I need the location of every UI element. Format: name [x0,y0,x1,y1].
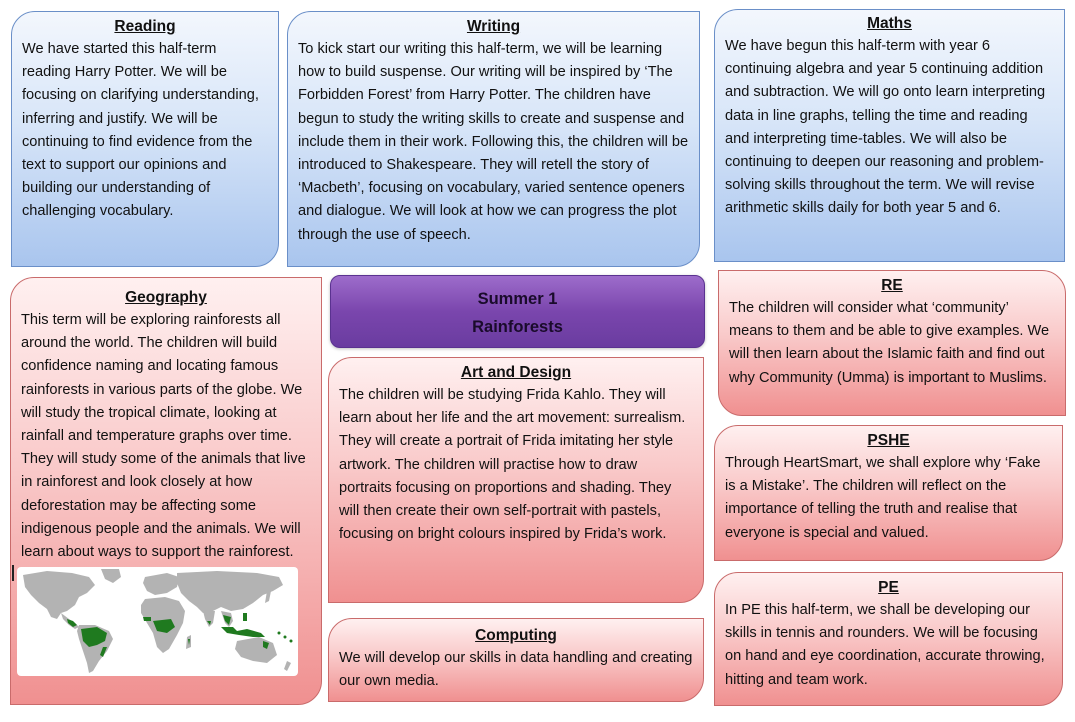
maths-title: Maths [867,15,912,32]
pshe-panel [714,425,1063,561]
art-title: Art and Design [460,364,572,381]
geography-text: This term will be exploring rainforests all around the world. The children will build confidence naming and locating famous rainforests in various parts of the globe. We will study the tropical climate, looking at rainfall and temperature graphs over time. They will study some of the animals that live in rainforest and look closely at how deforestation may be affecting some indigenous people and the animals. We will learn about ways to support the rainforest. [21,312,306,561]
pe-title: PE [878,579,899,596]
term-name: Summer 1 [477,290,558,308]
re-panel [718,270,1066,416]
computing-text: We will develop our skills in data handling and creating our own media. [339,650,693,690]
art-text: The children will be studying Frida Kahlo. They will learn about her life and the art movement: surrealism. They will create a portrait of Frida imitating her style artwork. The children will practise how to draw portraits focusing on proportions and shading. They will then create their own self-portrait with pastels, focusing on bright colours inspired by Frida’s work. [339,387,686,543]
rainforest-world-map [17,567,298,676]
text-cursor [12,565,14,581]
topic-name: Rainforests [472,318,563,336]
writing-panel [287,11,700,267]
art-panel [328,357,704,603]
computing-title: Computing [475,627,557,644]
pe-text: In PE this half-term, we shall be developing our skills in tennis and rounders. We will be focusing on hand and eye coordination, accurate throwing, hitting and team work. [725,602,1045,688]
term-banner [330,275,705,348]
world-map-graphic [17,567,298,676]
pshe-text: Through HeartSmart, we shall explore why ‘Fake is a Mistake’. The children will reflect on the importance of telling the truth and realise that everyone is special and valued. [725,455,1041,541]
computing-panel [328,618,704,702]
re-text: The children will consider what ‘community’ means to them and be able to give examples. We will then learn about the Islamic faith and find out why Community (Umma) is important to Muslims. [729,300,1050,386]
maths-text: We have begun this half-term with year 6 continuing algebra and year 5 continuing addition and subtraction. We will go onto learn interpreting data in line graphs, telling the time and reading and interpreting time-tables. We will also be continuing to deepen our reasoning and problem-solving skills throughout the term. We will revise arithmetic skills daily for both year 5 and 6. [725,38,1046,217]
re-title: RE [881,277,903,294]
reading-text: We have started this half-term reading Harry Potter. We will be focusing on clarifying understanding, inferring and justify. We will be continuing to find evidence from the text to support our opinions and building our understanding of challenging vocabulary. [22,41,259,220]
maths-panel [714,9,1065,262]
pshe-title: PSHE [867,432,910,449]
writing-title: Writing [466,18,521,35]
pe-panel [714,572,1063,706]
reading-panel [11,11,279,267]
reading-title: Reading [114,18,176,35]
geography-title: Geography [125,289,207,306]
writing-text: To kick start our writing this half-term, we will be learning how to build suspense. Our writing will be inspired by ‘The Forbidden Forest’ from Harry Potter. The children have begun to study the writing skills to create and suspense and include them in their work. Following this, the children will be introduced to Shakespeare. They will retell the story of ‘Macbeth’, focusing on vocabulary, varied sentence openers and dialogue. We will look at how we can progress the plot through the use of speech. [298,41,689,243]
